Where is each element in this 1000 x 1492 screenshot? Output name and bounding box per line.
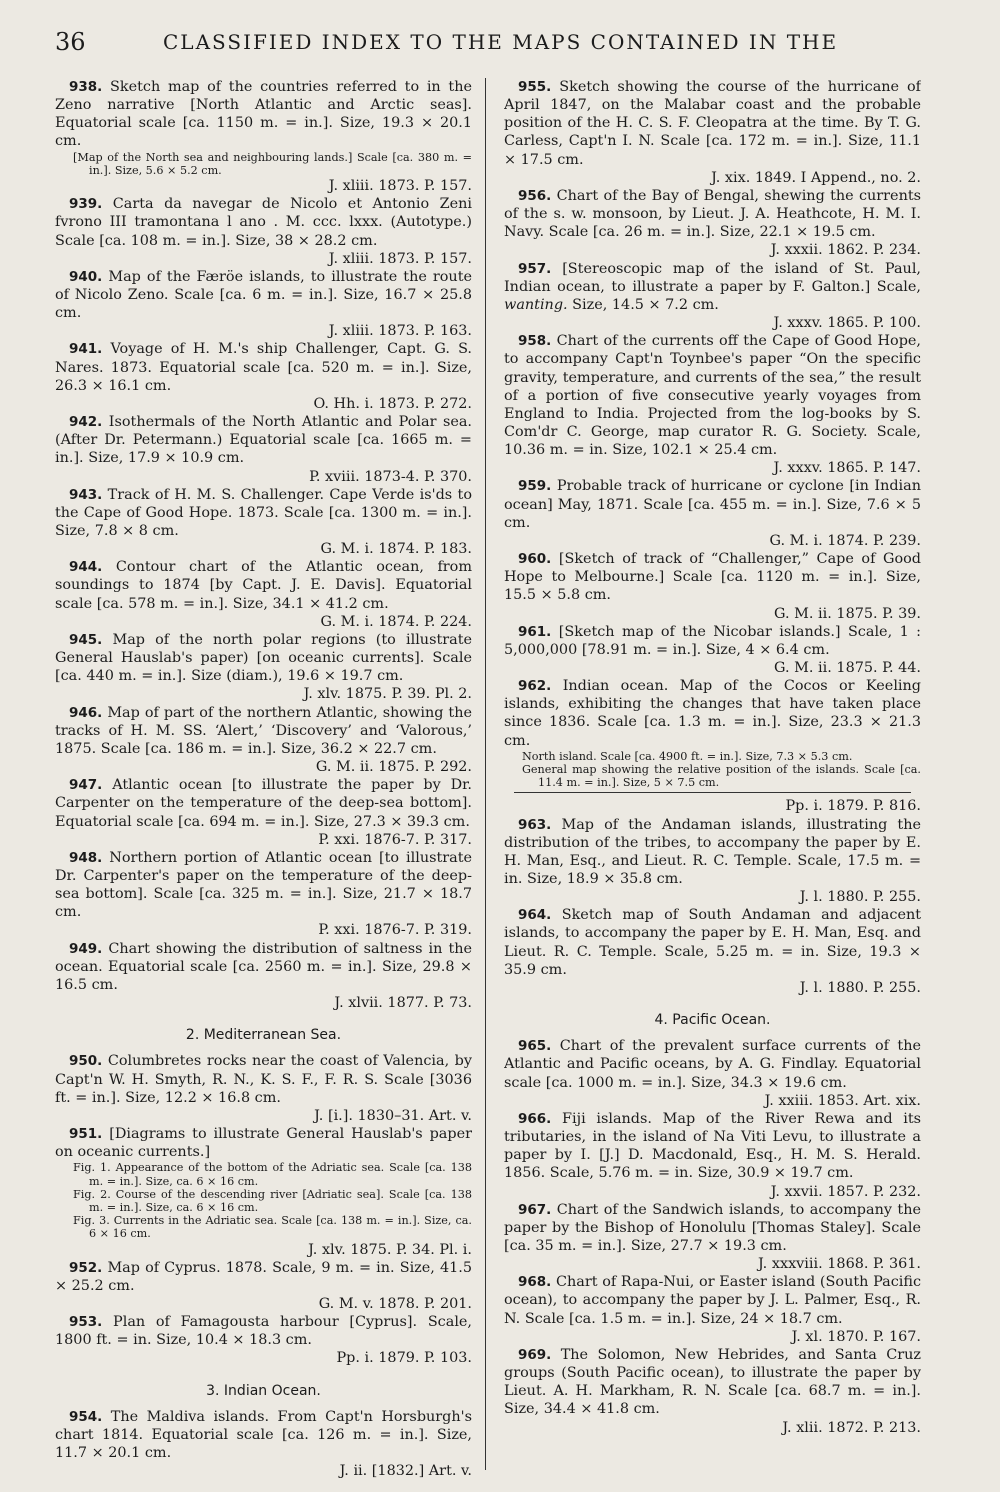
- entry-description: Map of the Andaman islands, illustrating the distribution of the tribes, to accompany the paper by E. H. Man, Esq., and Lieut. R. C. Temple. Scale, 17.5 m. = in. Size, 18.9 × 35.8 cm.: [504, 816, 921, 888]
- entry-description: Northern portion of Atlantic ocean [to illustrate Dr. Carpenter's paper on the temperature of the deep-sea bottom]. Scale [ca. 325 m. = in.]. Size, 21.7 × 18.7 cm.: [55, 849, 472, 921]
- entry-number: 941.: [69, 341, 103, 358]
- entry-description: Atlantic ocean [to illustrate the paper by Dr. Carpenter on the temperature of the deep-sea bottom]. Equatorial scale [ca. 694 m. = in.]. Size, 27.3 × 39.3 cm.: [55, 777, 472, 830]
- entry-number: 953.: [69, 1314, 103, 1331]
- entry-reference: J. xxxv. 1865. P. 100.: [773, 315, 921, 332]
- entry-description: [Stereoscopic map of the island of St. Paul, Indian ocean, to illustrate a paper by F. Galton.] Scale,: [504, 260, 921, 295]
- entry-description: The Solomon, New Hebrides, and Santa Cruz groups (South Pacific ocean), to illustrate the paper by Lieut. A. H. Markham, R. N. Scale [ca. 68.7 m. = in.]. Size, 34.4 × 41.8 cm.: [504, 1346, 921, 1418]
- entry-number: 949.: [69, 940, 103, 957]
- entry-number: 944.: [69, 559, 103, 576]
- entry-reference: J. xl. 1870. P. 167.: [791, 1328, 921, 1345]
- entry-reference: J. l. 1880. P. 255.: [799, 889, 921, 906]
- entry-reference: J. xxxii. 1862. P. 234.: [770, 242, 921, 259]
- figure-note-2: Fig. 2. Course of the descending river [Adriatic sea]. Scale [ca. 138 m. = in.]. Size, ca. 6 × 16 cm.: [73, 1187, 472, 1214]
- entry-description-end: Size, 14.5 × 7.2 cm.: [567, 296, 719, 313]
- separator-rule: [514, 792, 911, 793]
- entry-description: Chart of Rapa-Nui, or Easter island (South Pacific ocean), to accompany the paper by J. L. Palmer, Esq., R. N. Scale [ca. 1.5 m. = in.]. Size, 24 × 18.7 cm.: [504, 1274, 921, 1327]
- entry-reference: G. M. ii. 1875. P. 292.: [315, 759, 472, 776]
- entry-number: 962.: [518, 678, 552, 695]
- entry-note: [Map of the North sea and neighbouring lands.] Scale [ca. 380 m. = in.]. Size, 5.6 × 5.2 cm.: [73, 150, 472, 177]
- entry-958: [504, 332, 921, 477]
- entry-description: Probable track of hurricane or cyclone [in Indian ocean] May, 1871. Scale [ca. 455 m. = in.]. Size, 7.6 × 5 cm.: [504, 478, 921, 531]
- entry-950: [55, 1052, 472, 1125]
- entry-960: [504, 550, 921, 623]
- entry-reference: J. ii. [1832.] Art. v.: [339, 1463, 472, 1478]
- entry-948: [55, 849, 472, 940]
- entry-description: [Sketch of track of “Challenger,” Cape of Good Hope to Melbourne.] Scale [ca. 1120 m. = in.]. Size, 15.5 × 5.8 cm.: [504, 551, 921, 604]
- page-header: [55, 28, 955, 60]
- right-column: [504, 78, 921, 1478]
- entry-940: [55, 268, 472, 341]
- entry-953: [55, 1313, 472, 1367]
- entry-961: [504, 623, 921, 677]
- entry-description: [Sketch map of the Nicobar islands.] Scale, 1 : 5,000,000 [78.91 m. = in.]. Size, 4 × 6.4 cm.: [504, 623, 921, 658]
- entry-939: [55, 195, 472, 268]
- entry-description: Columbretes rocks near the coast of Valencia, by Capt'n W. H. Smyth, R. N., K. S. F., F. R. S. Scale [3036 ft. = in.]. Size, 12.2 × 16.8 cm.: [55, 1053, 472, 1106]
- entry-number: 957.: [518, 260, 552, 277]
- entry-reference: J. xliii. 1873. P. 157.: [328, 178, 472, 195]
- entry-number: 939.: [69, 196, 103, 213]
- entry-description: Chart showing the distribution of saltness in the ocean. Equatorial scale [ca. 2560 m. = in.]. Size, 29.8 × 16.5 cm.: [55, 940, 472, 993]
- entry-reference: P. xxi. 1876-7. P. 319.: [318, 922, 472, 939]
- entry-description: The Maldiva islands. From Capt'n Horsburgh's chart 1814. Equatorial scale [ca. 126 m. = in.]. Size, 11.7 × 20.1 cm.: [55, 1408, 472, 1462]
- entry-description: Indian ocean. Map of the Cocos or Keeling islands, exhibiting the changes that have taken place since 1836. Scale [ca. 1.3 m. = in.]. Size, 23.3 × 21.3 cm.: [504, 678, 921, 749]
- entry-number: 966.: [518, 1110, 552, 1127]
- entry-number: 940.: [69, 268, 103, 285]
- entry-reference: J. xix. 1849. I Append., no. 2.: [711, 169, 921, 186]
- entry-number: 945.: [69, 631, 103, 648]
- entry-number: 968.: [518, 1274, 552, 1291]
- entry-description: Plan of Famagousta harbour [Cyprus]. Scale, 1800 ft. = in. Size, 10.4 × 18.3 cm.: [55, 1314, 472, 1349]
- entry-number: 938.: [69, 79, 103, 95]
- entry-number: 959.: [518, 478, 552, 495]
- entry-reference: P. xviii. 1873-4. P. 370.: [309, 468, 472, 485]
- entry-947: [55, 776, 472, 849]
- entry-description: Map of the Færöe islands, to illustrate the route of Nicolo Zeno. Scale [ca. 6 m. = in.]. Size, 16.7 × 25.8 cm.: [55, 268, 472, 322]
- entry-number: 948.: [69, 849, 103, 866]
- entry-938: [55, 78, 472, 195]
- entry-reference: J. xxxviii. 1868. P. 361.: [758, 1256, 921, 1273]
- entry-number: 950.: [69, 1053, 103, 1070]
- entry-reference: G. M. i. 1874. P. 224.: [320, 613, 472, 630]
- entry-description: Contour chart of the Atlantic ocean, from soundings to 1874 [by Capt. J. E. Davis]. Equatorial scale [ca. 578 m. = in.]. Size, 34.1 × 41.2 cm.: [55, 559, 472, 612]
- entry-description: Track of H. M. S. Challenger. Cape Verde is'ds to the Cape of Good Hope. 1873. Scale [ca. 1300 m. = in.]. Size, 7.8 × 8 cm.: [55, 486, 472, 539]
- entry-number: 969.: [518, 1346, 552, 1363]
- entry-reference: J. [i.]. 1830–31. Art. v.: [314, 1107, 472, 1124]
- entry-949: [55, 940, 472, 1013]
- entry-956: [504, 187, 921, 260]
- entry-reference: O. Hh. i. 1873. P. 272.: [313, 395, 472, 412]
- entry-968: [504, 1273, 921, 1346]
- entry-description: Map of the north polar regions (to illustrate General Hauslab's paper) [on oceanic currents]. Scale [ca. 440 m. = in.]. Size (diam.), 19.6 × 19.7 cm.: [55, 631, 472, 685]
- entry-reference: Pp. i. 1879. P. 816.: [785, 798, 921, 815]
- entry-reference: J. xxvii. 1857. P. 232.: [770, 1183, 921, 1200]
- entry-number: 942.: [69, 414, 103, 431]
- entry-number: 958.: [518, 333, 552, 350]
- entry-description-italic: wanting.: [504, 296, 568, 313]
- entry-description: Carta da navegar de Nicolo et Antonio Zeni fvrono III tramontana l ano . M. ccc. lxxx. (Autotype.) Scale [ca. 108 m. = in.]. Size, 38 × 28.2 cm.: [55, 196, 472, 249]
- entry-965: [504, 1037, 921, 1110]
- entry-reference: G. M. ii. 1875. P. 39.: [774, 605, 921, 622]
- entry-952: [55, 1259, 472, 1313]
- entry-941: [55, 340, 472, 413]
- entry-969: [504, 1346, 921, 1437]
- entry-967: [504, 1201, 921, 1274]
- page-number: 36: [55, 28, 86, 56]
- entry-note-1: North island. Scale [ca. 4900 ft. = in.]. Size, 7.3 × 5.3 cm.: [522, 749, 853, 763]
- entry-number: 955.: [518, 79, 552, 95]
- running-title: CLASSIFIED INDEX TO THE MAPS CONTAINED IN THE: [163, 30, 839, 54]
- entry-description: Chart of the Bay of Bengal, shewing the currents of the s. w. monsoon, by Lieut. J. A. Heathcote, H. M. I. Navy. Scale [ca. 26 m. = in.]. Size, 22.1 × 19.5 cm.: [504, 187, 921, 241]
- entry-955: [504, 78, 921, 187]
- entry-reference: J. xxxv. 1865. P. 147.: [773, 460, 921, 477]
- figure-note-1: Fig. 1. Appearance of the bottom of the Adriatic sea. Scale [ca. 138 m. = in.]. Size, ca. 6 × 16 cm.: [73, 1161, 472, 1188]
- entry-reference: J. xxiii. 1853. Art. xix.: [764, 1092, 921, 1109]
- entry-description: Chart of the currents off the Cape of Good Hope, to accompany Capt'n Toynbee's paper “On the specific gravity, temperature, and currents of the sea,” the result of a portion of five consecutive yearly voyages from England to India. Projected from the log-books by S. Com'dr C. George, map curator R. G. Society. Scale, 10.36 m. = in. Size, 102.1 × 25.4 cm.: [504, 333, 921, 459]
- entry-964: [504, 906, 921, 997]
- entry-number: 956.: [518, 187, 552, 204]
- entry-951: [55, 1125, 472, 1259]
- entry-number: 964.: [518, 907, 552, 924]
- entry-number: 960.: [518, 551, 552, 568]
- entry-description: Isothermals of the North Atlantic and Polar sea. (After Dr. Petermann.) Equatorial scale [ca. 1665 m. = in.]. Size, 17.9 × 10.9 cm.: [55, 414, 472, 467]
- entry-number: 952.: [69, 1259, 103, 1276]
- entry-943: [55, 486, 472, 559]
- entry-963: [504, 816, 921, 907]
- entry-description: Map of Cyprus. 1878. Scale, 9 m. = in. Size, 41.5 × 25.2 cm.: [55, 1259, 472, 1294]
- entry-description: Chart of the Sandwich islands, to accompany the paper by the Bishop of Honolulu [Thomas Staley]. Scale [ca. 35 m. = in.]. Size, 27.7 × 19.3 cm.: [504, 1201, 921, 1254]
- entry-number: 946.: [69, 704, 103, 721]
- entry-description: Map of part of the northern Atlantic, showing the tracks of H. M. SS. ‘Alert,’ ‘Discovery’ and ‘Valorous,’ 1875. Scale [ca. 186 m. = in.]. Size, 36.2 × 22.7 cm.: [55, 704, 472, 757]
- entry-reference: Pp. i. 1879. P. 103.: [336, 1350, 472, 1367]
- entry-966: [504, 1110, 921, 1201]
- entry-944: [55, 558, 472, 631]
- section-heading-pacific-ocean: 4. Pacific Ocean.: [654, 1012, 771, 1029]
- section-heading-mediterranean: 2. Mediterranean Sea.: [185, 1027, 342, 1044]
- entry-reference: J. xliii. 1873. P. 163.: [328, 323, 472, 340]
- entry-reference: G. M. i. 1874. P. 183.: [320, 541, 472, 558]
- section-heading-indian-ocean: 3. Indian Ocean.: [206, 1382, 321, 1399]
- entry-description: Fiji islands. Map of the River Rewa and its tributaries, in the island of Na Viti Levu, to illustrate a paper by I. [J.] D. Macdonald, Esq., H. M. S. Herald. 1856. Scale, 5.76 m. = in. Size, 30.9 × 19.7 cm.: [504, 1110, 921, 1182]
- entry-962: [504, 677, 921, 815]
- entry-957: [504, 260, 921, 333]
- entry-description: Chart of the prevalent surface currents of the Atlantic and Pacific oceans, by A. G. Findlay. Equatorial scale [ca. 1000 m. = in.]. Size, 34.3 × 19.6 cm.: [504, 1038, 921, 1091]
- entry-959: [504, 477, 921, 550]
- figure-note-3: Fig. 3. Currents in the Adriatic sea. Scale [ca. 138 m. = in.]. Size, ca. 6 × 16 cm.: [73, 1214, 472, 1241]
- entry-description: [Diagrams to illustrate General Hauslab's paper on oceanic currents.]: [55, 1126, 472, 1161]
- entry-number: 951.: [69, 1126, 103, 1142]
- entry-number: 943.: [69, 486, 103, 503]
- entry-reference: G. M. ii. 1875. P. 44.: [774, 660, 921, 676]
- entry-reference: J. xlii. 1872. P. 213.: [782, 1419, 921, 1436]
- entry-description: Sketch map of the countries referred to in the Zeno narrative [North Atlantic and Arctic seas]. Equatorial scale [ca. 1150 m. = in.]. Size, 19.3 × 20.1 cm.: [55, 79, 472, 150]
- entry-954: [55, 1408, 472, 1478]
- entry-number: 965.: [518, 1038, 552, 1055]
- entry-number: 954.: [69, 1408, 103, 1425]
- entry-reference: J. l. 1880. P. 255.: [799, 979, 921, 996]
- entry-description: Voyage of H. M.'s ship Challenger, Capt. G. S. Nares. 1873. Equatorial scale [ca. 520 m. = in.]. Size, 26.3 × 16.1 cm.: [55, 341, 472, 394]
- entry-description: Sketch showing the course of the hurricane of April 1847, on the Malabar coast and the probable position of the H. C. S. F. Cleopatra at the time. By T. G. Carless, Capt'n I. N. Scale [ca. 172 m. = in.]. Size, 11.1 × 17.5 cm.: [504, 79, 921, 168]
- entry-942: [55, 413, 472, 486]
- entry-note-2: General map showing the relative position of the islands. Scale [ca. 11.4 m. = in.]. Size, 5 × 7.5 cm.: [522, 762, 921, 790]
- entry-number: 947.: [69, 777, 103, 794]
- entry-number: 967.: [518, 1201, 552, 1218]
- entry-reference: J. xliii. 1873. P. 157.: [328, 250, 472, 267]
- entry-945: [55, 631, 472, 704]
- left-column: [55, 78, 472, 1478]
- entry-reference: P. xxi. 1876-7. P. 317.: [318, 831, 472, 848]
- entry-reference: J. xlv. 1875. P. 39. Pl. 2.: [303, 686, 472, 703]
- entry-number: 963.: [518, 816, 552, 833]
- entry-reference: G. M. v. 1878. P. 201.: [318, 1296, 472, 1312]
- entry-946: [55, 704, 472, 777]
- column-divider: [485, 78, 486, 1470]
- entry-reference: G. M. i. 1874. P. 239.: [769, 532, 921, 549]
- entry-reference: J. xlvii. 1877. P. 73.: [334, 995, 472, 1012]
- entry-number: 961.: [518, 623, 552, 640]
- entry-reference: J. xlv. 1875. P. 34. Pl. i.: [308, 1241, 472, 1258]
- entry-description: Sketch map of South Andaman and adjacent islands, to accompany the paper by E. H. Man, Esq. and Lieut. R. C. Temple. Scale, 5.25 m. = in. Size, 19.3 × 35.9 cm.: [504, 907, 921, 978]
